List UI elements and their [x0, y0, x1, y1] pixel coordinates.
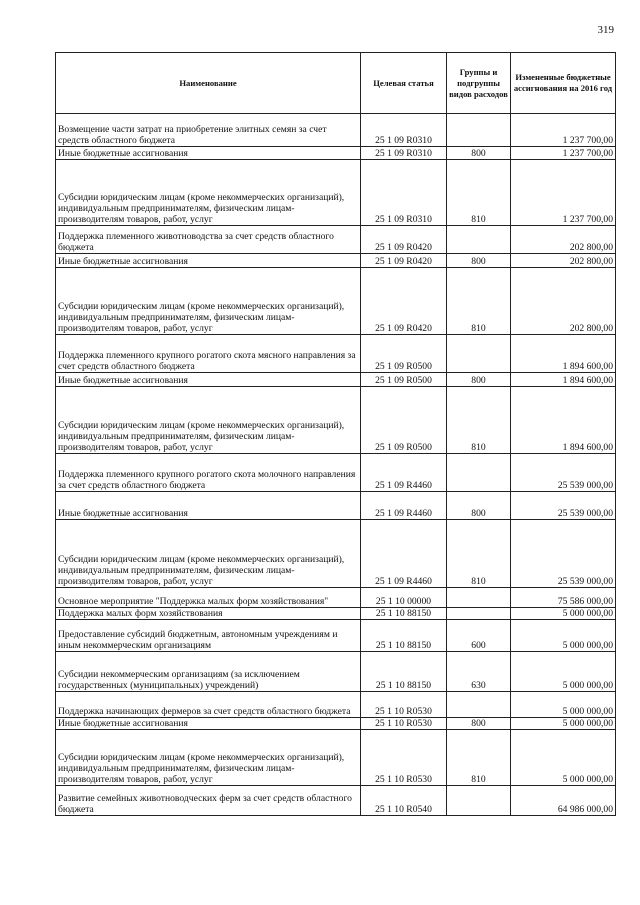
row-group-code: 800: [447, 254, 511, 268]
table-row: [56, 160, 616, 226]
row-group-code: 810: [447, 268, 511, 335]
row-target-code: 25 1 10 R0540: [361, 786, 447, 816]
table-row: [56, 786, 616, 816]
table-row: [56, 454, 616, 492]
table-row: [56, 718, 616, 730]
row-target-code: 25 1 09 R0420: [361, 226, 447, 254]
row-name: Развитие семейных животноводческих ферм за счет средств областного бюджета: [56, 786, 361, 816]
row-group-code: [447, 335, 511, 373]
row-amount: 1 237 700,00: [511, 114, 616, 147]
row-name: Иные бюджетные ассигнования: [56, 492, 361, 520]
row-group-code: 810: [447, 520, 511, 588]
row-name: Субсидии юридическим лицам (кроме некоммерческих организаций), индивидуальным предпринимателям, физическим лицам-производителям товаров, работ, услуг: [56, 730, 361, 786]
row-amount: 5 000 000,00: [511, 730, 616, 786]
header-group: Группы и подгруппы видов расходов: [447, 53, 511, 114]
row-target-code: 25 1 10 R0530: [361, 730, 447, 786]
row-name: Субсидии юридическим лицам (кроме некоммерческих организаций), индивидуальным предпринимателям, физическим лицам-производителям товаров, работ, услуг: [56, 520, 361, 588]
row-target-code: 25 1 10 88150: [361, 608, 447, 620]
row-name: Поддержка начинающих фермеров за счет средств областного бюджета: [56, 692, 361, 718]
row-amount: 5 000 000,00: [511, 608, 616, 620]
table-row: [56, 520, 616, 588]
row-target-code: 25 1 09 R0500: [361, 373, 447, 387]
row-target-code: 25 1 10 R0530: [361, 692, 447, 718]
row-name: Поддержка малых форм хозяйствования: [56, 608, 361, 620]
table-row: [56, 147, 616, 160]
row-target-code: 25 1 09 R4460: [361, 492, 447, 520]
row-group-code: 800: [447, 492, 511, 520]
row-target-code: 25 1 09 R0500: [361, 335, 447, 373]
table-row: [56, 730, 616, 786]
table-body: [56, 114, 616, 816]
table-row: [56, 226, 616, 254]
row-target-code: 25 1 09 R0310: [361, 114, 447, 147]
row-amount: 1 894 600,00: [511, 335, 616, 373]
row-amount: 1 237 700,00: [511, 147, 616, 160]
table-row: [56, 492, 616, 520]
table-row: [56, 335, 616, 373]
row-group-code: 810: [447, 730, 511, 786]
table-row: [56, 254, 616, 268]
row-amount: 5 000 000,00: [511, 718, 616, 730]
row-amount: 1 894 600,00: [511, 373, 616, 387]
row-target-code: 25 1 09 R0310: [361, 147, 447, 160]
row-group-code: [447, 786, 511, 816]
page-number: 319: [597, 24, 614, 36]
row-group-code: 800: [447, 147, 511, 160]
row-group-code: 800: [447, 373, 511, 387]
budget-table: [55, 52, 616, 816]
row-target-code: 25 1 09 R4460: [361, 520, 447, 588]
row-amount: 5 000 000,00: [511, 652, 616, 692]
row-name: Основное мероприятие "Поддержка малых форм хозяйствования": [56, 588, 361, 608]
row-group-code: 810: [447, 387, 511, 454]
table-row: [56, 588, 616, 608]
row-amount: 1 894 600,00: [511, 387, 616, 454]
header-target: Целевая статья: [361, 53, 447, 114]
row-group-code: [447, 692, 511, 718]
row-amount: 25 539 000,00: [511, 492, 616, 520]
row-amount: 202 800,00: [511, 268, 616, 335]
row-group-code: [447, 226, 511, 254]
row-name: Иные бюджетные ассигнования: [56, 254, 361, 268]
row-amount: 202 800,00: [511, 254, 616, 268]
row-name: Возмещение части затрат на приобретение элитных семян за счет средств областного бюджета: [56, 114, 361, 147]
table-row: [56, 387, 616, 454]
row-name: Поддержка племенного крупного рогатого скота молочного направления за счет средств областного бюджета: [56, 454, 361, 492]
row-target-code: 25 1 09 R0310: [361, 160, 447, 226]
row-group-code: [447, 588, 511, 608]
header-amount: Измененные бюджетные ассигнования на 2016 год: [511, 53, 616, 114]
row-amount: 202 800,00: [511, 226, 616, 254]
row-group-code: 800: [447, 718, 511, 730]
row-amount: 1 237 700,00: [511, 160, 616, 226]
row-name: Субсидии некоммерческим организациям (за исключением государственных (муниципальных) учреждений): [56, 652, 361, 692]
row-target-code: 25 1 09 R0500: [361, 387, 447, 454]
table-header-row: [56, 53, 616, 114]
table-row: [56, 652, 616, 692]
row-amount: 75 586 000,00: [511, 588, 616, 608]
row-name: Поддержка племенного крупного рогатого скота мясного направления за счет средств областного бюджета: [56, 335, 361, 373]
table-row: [56, 373, 616, 387]
table-row: [56, 114, 616, 147]
row-name: Иные бюджетные ассигнования: [56, 718, 361, 730]
row-target-code: 25 1 09 R4460: [361, 454, 447, 492]
row-amount: 25 539 000,00: [511, 520, 616, 588]
table-row: [56, 268, 616, 335]
row-target-code: 25 1 10 R0530: [361, 718, 447, 730]
row-group-code: [447, 608, 511, 620]
row-amount: 5 000 000,00: [511, 692, 616, 718]
row-amount: 5 000 000,00: [511, 620, 616, 652]
row-amount: 25 539 000,00: [511, 454, 616, 492]
row-name: Субсидии юридическим лицам (кроме некоммерческих организаций), индивидуальным предпринимателям, физическим лицам-производителям товаров, работ, услуг: [56, 387, 361, 454]
row-target-code: 25 1 10 88150: [361, 620, 447, 652]
row-name: Субсидии юридическим лицам (кроме некоммерческих организаций), индивидуальным предпринимателям, физическим лицам-производителям товаров, работ, услуг: [56, 160, 361, 226]
row-group-code: [447, 454, 511, 492]
table-row: [56, 620, 616, 652]
row-amount: 64 986 000,00: [511, 786, 616, 816]
row-target-code: 25 1 09 R0420: [361, 268, 447, 335]
row-target-code: 25 1 09 R0420: [361, 254, 447, 268]
row-target-code: 25 1 10 88150: [361, 652, 447, 692]
row-group-code: 630: [447, 652, 511, 692]
header-name: Наименование: [56, 53, 361, 114]
row-target-code: 25 1 10 00000: [361, 588, 447, 608]
row-group-code: 600: [447, 620, 511, 652]
row-name: Поддержка племенного животноводства за счет средств областного бюджета: [56, 226, 361, 254]
row-group-code: 810: [447, 160, 511, 226]
row-group-code: [447, 114, 511, 147]
table-row: [56, 608, 616, 620]
row-name: Субсидии юридическим лицам (кроме некоммерческих организаций), индивидуальным предпринимателям, физическим лицам-производителям товаров, работ, услуг: [56, 268, 361, 335]
row-name: Предоставление субсидий бюджетным, автономным учреждениям и иным некоммерческим организациям: [56, 620, 361, 652]
row-name: Иные бюджетные ассигнования: [56, 373, 361, 387]
table-row: [56, 692, 616, 718]
row-name: Иные бюджетные ассигнования: [56, 147, 361, 160]
